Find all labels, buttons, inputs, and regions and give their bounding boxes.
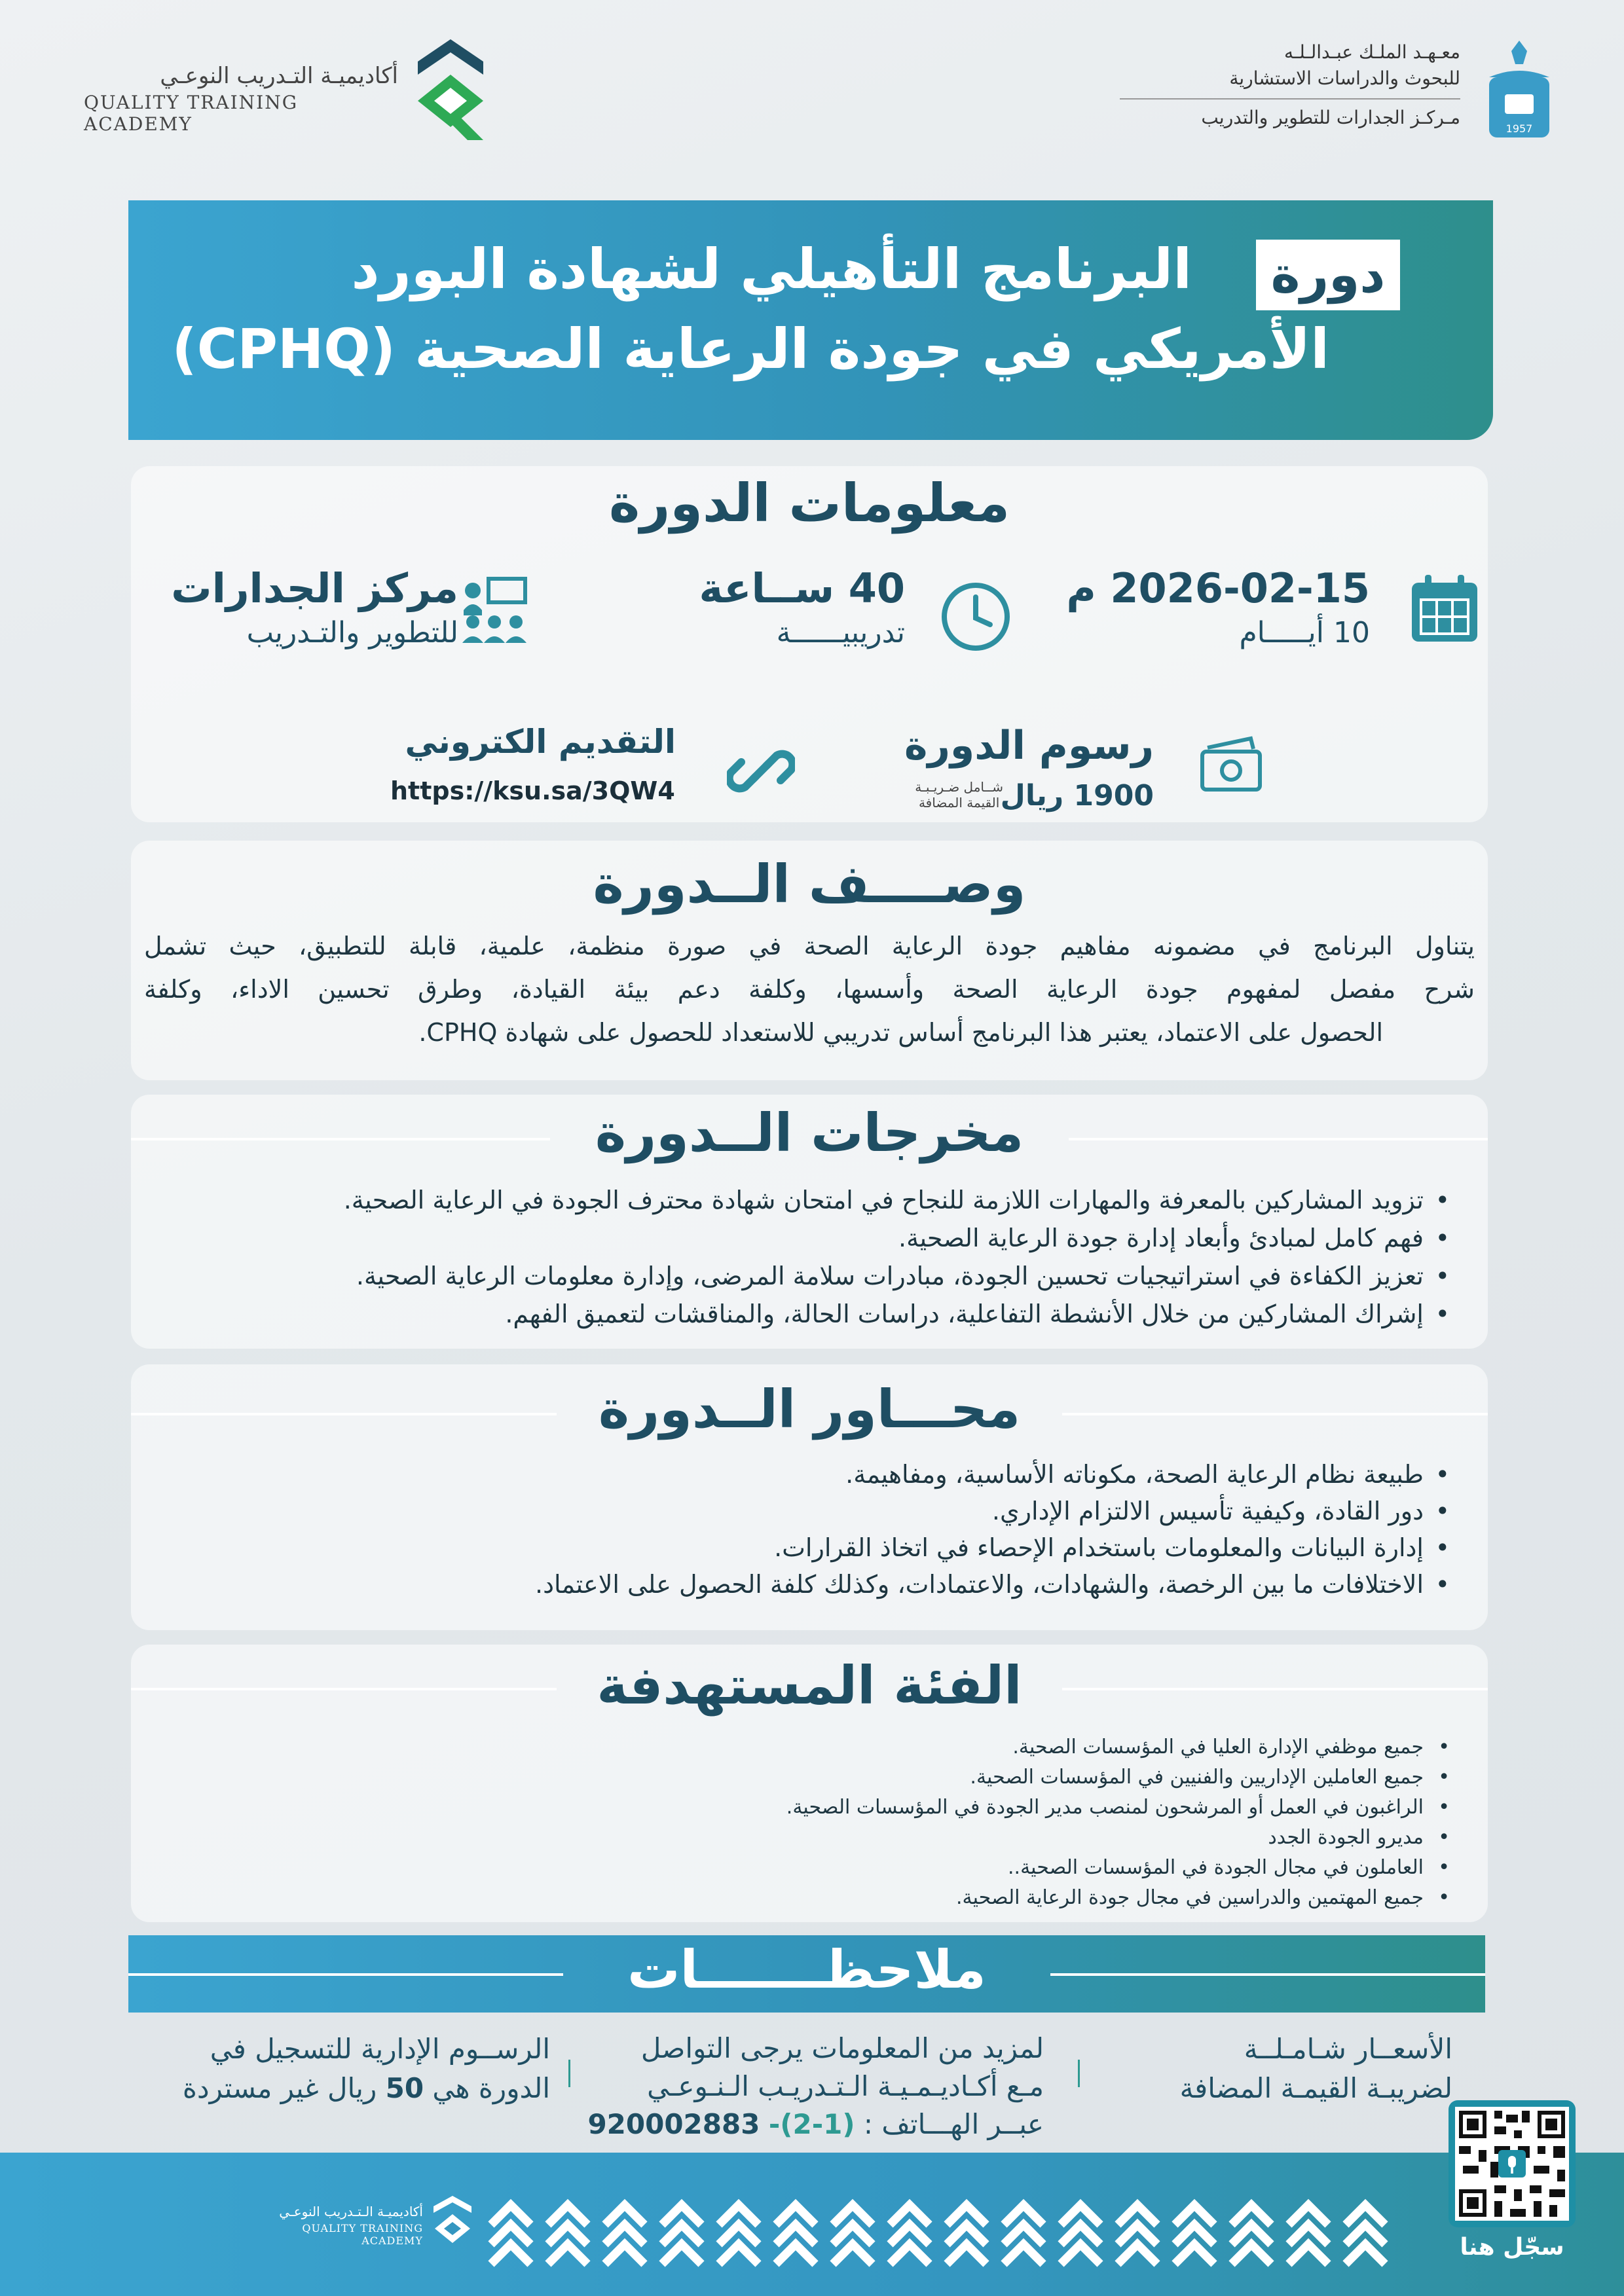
footer-academy-arabic: أكاديميـة الـتـدريب النوعـي <box>279 2204 423 2219</box>
list-item: • تزويد المشاركين بالمعرفة والمهارات اللازمة للنجاح في امتحان شهادة محترف الجودة في الرعاية الصحية. <box>157 1181 1455 1219</box>
apply-link[interactable]: https://ksu.sa/3QW4 <box>390 776 675 805</box>
phone-extension: (1-2)- <box>768 2108 855 2140</box>
university-seal-icon <box>1485 38 1553 143</box>
note-fee-amount: 50 <box>385 2072 424 2104</box>
center-name: مـركـز الجدارات للتطوير والتدريب <box>1120 98 1460 131</box>
calendar-icon <box>1408 572 1481 646</box>
money-icon <box>1198 732 1264 797</box>
list-item: • جميع العاملين الإداريين والفنيين في المؤسسات الصحية. <box>157 1762 1455 1793</box>
course-date: 2026-02-15 م <box>1066 564 1370 612</box>
description-panel <box>131 841 1488 1080</box>
qr-code-card[interactable] <box>1449 2100 1576 2227</box>
svg-text:1957: 1957 <box>1505 122 1533 135</box>
institute-subtitle: للبحوث والدراسات الاستشارية <box>1229 67 1460 89</box>
note-fee-line1: الرســوم الإدارية للتسجيل في <box>210 2033 550 2065</box>
banner-title-line2: الأمريكي في جودة الرعاية الصحية (CPHQ) <box>172 317 1329 381</box>
title-banner <box>128 200 1493 440</box>
note-divider <box>568 2060 570 2087</box>
outcomes-panel <box>131 1095 1488 1349</box>
notes-bar <box>128 1935 1485 2013</box>
institute-name: معـهـد الملـك عبـدالـلـه <box>1284 41 1460 63</box>
note-prices-line2: لضريبـة القيمـة المضافة <box>1179 2072 1452 2104</box>
academy-logo-english: QUALITY TRAINING ACADEMY <box>84 92 299 135</box>
info-title: معلومات الدورة <box>609 473 1010 534</box>
qr-code-icon[interactable] <box>1455 2107 1569 2221</box>
topics-title: محـــاور الــدورة <box>598 1379 1021 1440</box>
topics-panel <box>131 1364 1488 1630</box>
phone-number[interactable]: 920002883 <box>587 2108 760 2140</box>
list-item: • إشراك المشاركين من خلال الأنشطة التفاعلية، دراسات الحالة، والمناقشات لتعميق الفهم. <box>157 1295 1455 1333</box>
fees-tax-note2: القيمة المضافة <box>918 795 1000 811</box>
register-here-label[interactable]: سجّل هنا <box>1460 2234 1564 2261</box>
list-item: • الراغبون في العمل أو المرشحون لمنصب مدير الجودة في المؤسسات الصحية. <box>157 1793 1455 1823</box>
audience-title: الفئة المستهدفة <box>597 1655 1022 1716</box>
note-contact-line3: عبــر الهـــاتف : <box>863 2108 1044 2140</box>
list-item: • طبيعة نظام الرعاية الصحة، مكوناته الأساسية، ومفاهيمة. <box>157 1456 1455 1493</box>
course-hours-sub: تدريبيــــــة <box>776 616 905 649</box>
footer <box>0 2153 1624 2296</box>
info-panel <box>131 466 1488 822</box>
list-item: • فهم كامل لمبادئ وأبعاد إدارة جودة الرعاية الصحية. <box>157 1219 1455 1257</box>
academy-logo-icon <box>430 2193 475 2252</box>
notes-title: ملاحظـــــــات <box>627 1939 986 2000</box>
course-days: 10 أيـــــام <box>1239 616 1370 649</box>
course-hours: 40 ســاعة <box>699 564 905 612</box>
note-contact-line2: مـع أكـاديـمـيـة الـتـدريـب الـنـوعـي <box>647 2070 1044 2102</box>
note-fee-pre: الدورة هي <box>432 2072 550 2104</box>
description-line3: الحصول على الاعتماد، يعتبر هذا البرنامج أساس تدريبي للاستعداد للحصول على شهادة CPHQ. <box>418 1018 1383 1047</box>
outcomes-list <box>157 1181 1455 1333</box>
fees-tax-note1: شــامل ضـريـبـة <box>915 779 1003 795</box>
list-item: • العاملون في مجال الجودة في المؤسسات الصحية.. <box>157 1853 1455 1883</box>
training-center-icon <box>458 575 530 647</box>
audience-list <box>157 1732 1455 1913</box>
center-title: مركز الجدارات <box>171 564 458 612</box>
clock-icon <box>940 581 1011 652</box>
list-item: • جميع موظفي الإدارة العليا في المؤسسات الصحية. <box>157 1732 1455 1762</box>
note-divider <box>1078 2060 1080 2087</box>
list-item: • الاختلافات ما بين الرخصة، والشهادات، والاعتمادات، وكذلك كلفة الحصول على الاعتماد. <box>157 1566 1455 1603</box>
outcomes-title: مخرجات الــدورة <box>595 1102 1024 1163</box>
topics-list <box>157 1456 1455 1603</box>
list-item: • إدارة البيانات والمعلومات باستخدام الإحصاء في اتخاذ القرارات. <box>157 1529 1455 1566</box>
description-title: وصــــف الــدورة <box>593 854 1026 915</box>
course-badge: دورة <box>1256 240 1400 310</box>
note-prices-line1: الأسعــار شـامـلــة <box>1244 2033 1452 2065</box>
list-item: • مديرو الجودة الجدد <box>157 1823 1455 1853</box>
academy-logo-icon <box>405 35 496 147</box>
description-line2: شرح مفصل لمفهوم جودة الرعاية الصحة وأسسها، وكلفة دعم بيئة القيادة، وطرق تحسين الاداء، وكلفة <box>144 975 1475 1004</box>
note-contact-line1: لمزيد من المعلومات يرجى التواصل <box>640 2032 1044 2064</box>
academy-logo-arabic: أكاديميـة التـدريب النوعـي <box>160 63 398 89</box>
banner-title-line1: البرنامج التأهيلي لشهادة البورد <box>351 237 1192 301</box>
fees-value: 1900 ريال <box>1000 779 1154 812</box>
note-fee-post: ريال غير مستردة <box>182 2072 377 2104</box>
list-item: • دور القادة، وكيفية تأسيس الالتزام الإداري. <box>157 1493 1455 1529</box>
list-item: • تعزيز الكفاءة في استراتيجيات تحسين الجودة، مبادرات سلامة المرضى، وإدارة معلومات الرعاية الصحية. <box>157 1257 1455 1295</box>
center-subtitle: للتطوير والتـدريب <box>246 616 458 649</box>
footer-academy-english: QUALITY TRAINING ACADEMY <box>302 2222 423 2247</box>
link-icon <box>727 737 795 805</box>
audience-panel <box>131 1645 1488 1922</box>
description-line1: يتناول البرنامج في مضمونه مفاهيم جودة الرعاية الصحة في صورة منظمة، علمية، قابلة للتطبيق، حيث تشمل <box>144 932 1475 960</box>
fees-label: رسوم الدورة <box>904 723 1154 769</box>
apply-label: التقديم الكتروني <box>405 723 676 761</box>
list-item: • جميع المهتمين والدراسين في مجال جودة الرعاية الصحية. <box>157 1883 1455 1913</box>
chevron-pattern <box>485 2185 1388 2270</box>
